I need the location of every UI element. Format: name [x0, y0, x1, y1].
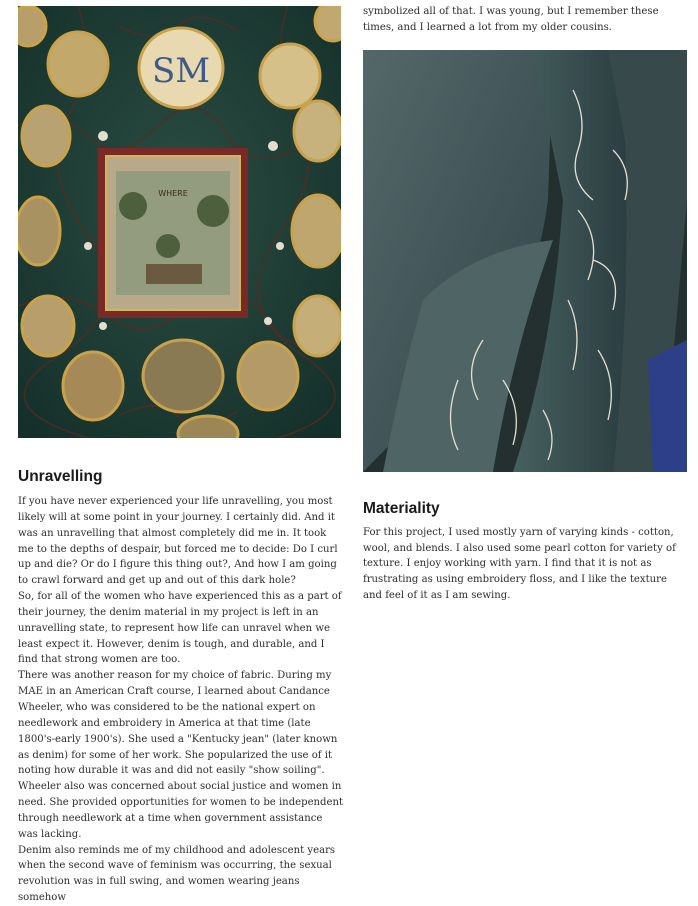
materiality-heading: Materiality	[363, 499, 440, 517]
unravelling-paragraph-4: Denim also reminds me of my childhood and adolescent years when the second wave of feminism was occurring, the sexual revolution was in full swing, and women wearing jeans somehow	[18, 844, 336, 904]
unravelling-paragraph-1: If you have never experienced your life unravelling, you most likely will at some point in your journey. I certainly did. And it was an unravelling that almost completely did me in. It took me to the depths of despair, but forced me to decide: Do I curl up and die? Or do I figure this thing out?, And how I am going to crawl forward and get up and out of this dark hole?	[18, 496, 338, 587]
unravelling-body	[18, 494, 344, 906]
left-column	[18, 0, 344, 906]
unravelling-heading: Unravelling	[18, 468, 103, 485]
continued-paragraph: symbolized all of that. I was young, but I remember these times, and I learned a lot from my older cousins.	[363, 6, 659, 33]
embroidered-panel-photo	[18, 6, 341, 438]
svg-text:WHERE: WHERE	[158, 189, 188, 198]
right-column	[363, 0, 688, 604]
unravelling-paragraph-2: So, for all of the women who have experienced this as a part of their journey, the denim material in my project is left in an unravelling state, to represent how life can unravel when we least expect it. However, denim is tough, and durable, and I find that strong women are too.	[18, 591, 342, 666]
materiality-paragraph: For this project, I used mostly yarn of varying kinds - cotton, wool, and blends. I also used some pearl cotton for variety of texture. I enjoy working with yarn. I find that it is not as frustrating as using embroidery floss, and I like the texture and feel of it as I am sewing.	[363, 526, 676, 602]
unravelling-paragraph-3: There was another reason for my choice of fabric. During my MAE in an American Craft course, I learned about Candance Wheeler, who was considered to be the national expert on needlework and embroidery in America at that time (late 1800's-early 1900's). She used a "Kentucky jean" (later known as denim) for some of her work. She popularized the use of it noting how durable it was and did not easily "show soiling". Wheeler also was concerned about social justice and women in need. She provided opportunities for women to be independent through needlework at a time when government assistance was lacking.	[18, 670, 344, 840]
frayed-denim-photo	[363, 50, 687, 472]
svg-text:SM: SM	[151, 51, 211, 91]
